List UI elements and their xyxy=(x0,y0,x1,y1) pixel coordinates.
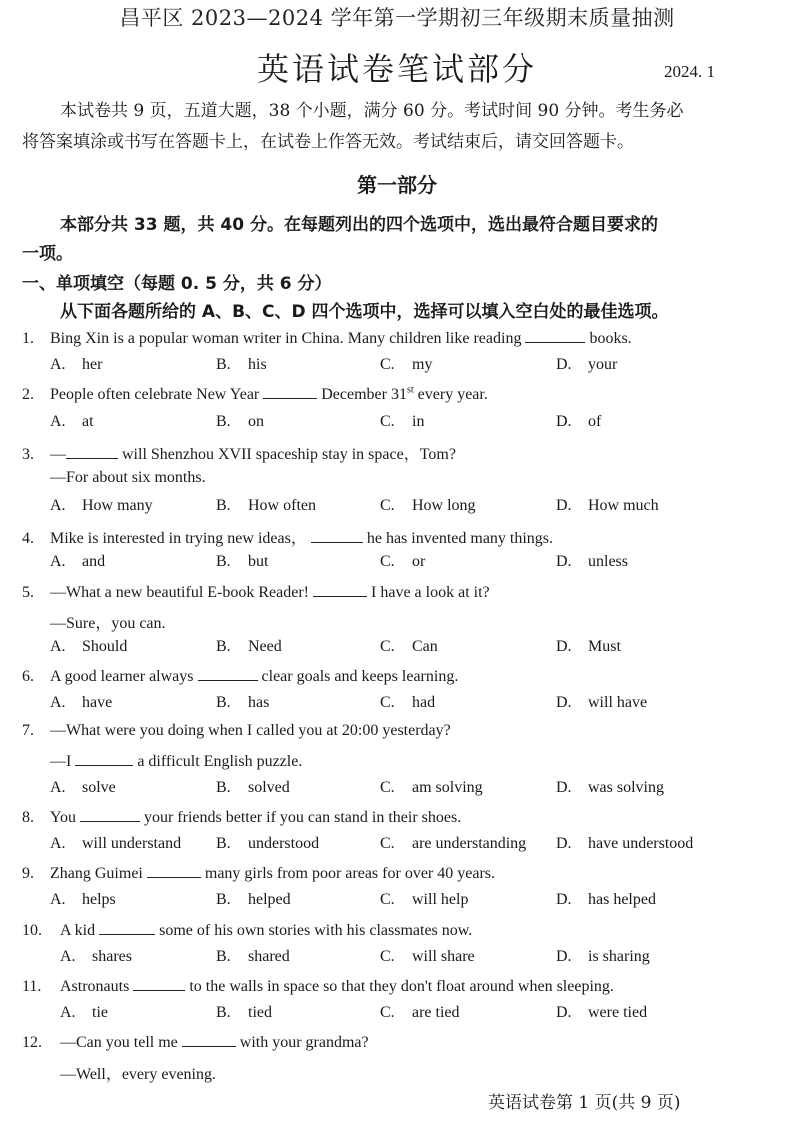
option-text: in xyxy=(412,413,425,430)
option-text: and xyxy=(82,553,106,570)
option-text: has xyxy=(248,694,270,711)
question-5: 5. —What a new beautiful E-book Reader! I have a look at it? xyxy=(22,584,490,601)
option-letter: C. xyxy=(380,694,395,711)
option-9-b xyxy=(216,891,291,909)
option-text: will help xyxy=(412,891,469,908)
option-text: has helped xyxy=(588,891,656,908)
option-letter: D. xyxy=(556,694,572,711)
option-4-c xyxy=(380,553,425,571)
option-letter: A. xyxy=(50,497,66,514)
intro-line-2: 将答案填涂或书写在答题卡上，在试卷上作答无效。考试结束后，请交回答题卡。 xyxy=(22,132,634,152)
option-letter: C. xyxy=(380,553,395,570)
question-3-reply: —For about six months. xyxy=(50,469,206,486)
option-9-c xyxy=(380,891,468,909)
option-letter: A. xyxy=(50,694,66,711)
option-3-d xyxy=(556,497,659,515)
option-text: was solving xyxy=(588,779,664,796)
option-text: am solving xyxy=(412,779,483,796)
option-5-b xyxy=(216,638,282,656)
exam-date: 2024. 1 xyxy=(664,62,715,81)
option-text: helped xyxy=(248,891,291,908)
option-text: will have xyxy=(588,694,648,711)
answer-blank xyxy=(147,863,201,878)
question-3: 3. — will Shenzhou XVII spaceship stay in space，Tom? xyxy=(22,446,456,463)
option-9-d xyxy=(556,891,656,909)
option-letter: C. xyxy=(380,356,395,373)
option-letter: B. xyxy=(216,891,231,908)
option-text: solved xyxy=(248,779,290,796)
question-7: 7. —What were you doing when I called you at 20:00 yesterday? xyxy=(22,722,451,739)
option-letter: D. xyxy=(556,891,572,908)
part-description-line-1: 本部分共 33 题，共 40 分。在每题列出的四个选项中，选出最符合题目要求的 xyxy=(60,215,658,235)
option-text: were tied xyxy=(588,1004,648,1021)
option-10-c xyxy=(380,948,475,966)
option-5-c xyxy=(380,638,438,656)
option-letter: C. xyxy=(380,835,395,852)
option-letter: A. xyxy=(60,1004,76,1021)
option-text: his xyxy=(248,356,267,373)
option-text: unless xyxy=(588,553,628,570)
question-2: 2. People often celebrate New Year December 31st every year. xyxy=(22,384,488,403)
option-letter: A. xyxy=(50,553,66,570)
option-letter: C. xyxy=(380,1004,395,1021)
option-5-a xyxy=(50,638,127,656)
option-letter: D. xyxy=(556,948,572,965)
option-10-a xyxy=(60,948,132,966)
part-description xyxy=(22,211,752,269)
option-1-a xyxy=(50,356,102,374)
option-text: have understood xyxy=(588,835,694,852)
answer-blank xyxy=(182,1032,236,1047)
option-letter: C. xyxy=(380,948,395,965)
option-text: tied xyxy=(248,1004,272,1021)
answer-blank xyxy=(133,976,185,991)
option-letter: B. xyxy=(216,694,231,711)
option-text: How long xyxy=(412,497,476,514)
option-11-d xyxy=(556,1004,647,1022)
option-text: of xyxy=(588,413,602,430)
option-2-b xyxy=(216,413,264,431)
option-letter: A. xyxy=(50,356,66,373)
question-10: 10. A kid some of his own stories with his classmates now. xyxy=(22,922,473,939)
question-1: 1. Bing Xin is a popular woman writer in China. Many children like reading books. xyxy=(22,330,632,347)
paper-title: 英语试卷笔试部分 xyxy=(256,50,537,88)
option-7-a xyxy=(50,779,116,797)
question-5-reply: —Sure，you can. xyxy=(50,615,166,632)
option-3-b xyxy=(216,497,316,515)
option-text: my xyxy=(412,356,433,373)
exam-header-line: 昌平区 2023—2024 学年第一学期初三年级期末质量抽测 xyxy=(119,6,675,30)
option-letter: D. xyxy=(556,835,572,852)
option-1-d xyxy=(556,356,617,374)
option-9-a xyxy=(50,891,116,909)
answer-blank xyxy=(75,751,133,766)
question-4: 4. Mike is interested in trying new ideas， he has invented many things. xyxy=(22,530,554,547)
question-12-reply: —Well，every evening. xyxy=(60,1066,216,1083)
option-text: or xyxy=(412,553,426,570)
option-text: will understand xyxy=(82,835,182,852)
option-letter: B. xyxy=(216,948,231,965)
option-11-c xyxy=(380,1004,460,1022)
option-text: will share xyxy=(412,948,475,965)
option-letter: B. xyxy=(216,835,231,852)
option-text: How many xyxy=(82,497,153,514)
option-text: Can xyxy=(412,638,438,655)
option-letter: A. xyxy=(50,413,66,430)
answer-blank xyxy=(313,582,367,597)
option-letter: A. xyxy=(50,835,66,852)
option-1-b xyxy=(216,356,267,374)
option-letter: C. xyxy=(380,413,395,430)
option-text: understood xyxy=(248,835,320,852)
option-5-d xyxy=(556,638,621,656)
option-text: Should xyxy=(82,638,128,655)
option-letter: C. xyxy=(380,638,395,655)
answer-blank xyxy=(80,807,140,822)
option-10-d xyxy=(556,948,650,966)
option-4-a xyxy=(50,553,105,571)
option-letter: D. xyxy=(556,413,572,430)
option-7-b xyxy=(216,779,290,797)
option-8-b xyxy=(216,835,319,853)
option-4-d xyxy=(556,553,628,571)
option-letter: C. xyxy=(380,891,395,908)
option-text: had xyxy=(412,694,436,711)
option-letter: C. xyxy=(380,779,395,796)
option-8-d xyxy=(556,835,693,853)
option-1-c xyxy=(380,356,432,374)
option-letter: A. xyxy=(50,891,66,908)
option-letter: D. xyxy=(556,497,572,514)
option-text: are tied xyxy=(412,1004,460,1021)
option-text: is sharing xyxy=(588,948,650,965)
question-7-reply: —I a difficult English puzzle. xyxy=(50,753,303,770)
option-3-c xyxy=(380,497,476,515)
option-letter: D. xyxy=(556,638,572,655)
question-12: 12. —Can you tell me with your grandma? xyxy=(22,1034,369,1051)
intro-line-1: 本试卷共 9 页，五道大题，38 个小题，满分 60 分。考试时间 90 分钟。考生务必 xyxy=(60,101,684,121)
option-8-c xyxy=(380,835,526,853)
option-letter: A. xyxy=(50,638,66,655)
option-text: are understanding xyxy=(412,835,527,852)
option-6-c xyxy=(380,694,435,712)
option-text: solve xyxy=(82,779,116,796)
option-8-a xyxy=(50,835,181,853)
option-10-b xyxy=(216,948,290,966)
option-text: have xyxy=(82,694,113,711)
option-text: helps xyxy=(82,891,116,908)
section-instruction: 从下面各题所给的 A、B、C、D 四个选项中，选择可以填入空白处的最佳选项。 xyxy=(60,302,669,322)
option-text: your xyxy=(588,356,618,373)
answer-blank xyxy=(263,384,317,399)
answer-blank xyxy=(198,666,258,681)
option-text: shares xyxy=(92,948,132,965)
option-letter: B. xyxy=(216,553,231,570)
option-11-b xyxy=(216,1004,272,1022)
part-description-line-2: 一项。 xyxy=(22,244,73,264)
option-4-b xyxy=(216,553,268,571)
option-7-c xyxy=(380,779,483,797)
option-letter: B. xyxy=(216,497,231,514)
option-letter: D. xyxy=(556,553,572,570)
option-letter: B. xyxy=(216,638,231,655)
option-letter: C. xyxy=(380,497,395,514)
question-8: 8. You your friends better if you can stand in their shoes. xyxy=(22,809,462,826)
option-text: Must xyxy=(588,638,621,655)
question-11: 11. Astronauts to the walls in space so that they don't float around when sleeping. xyxy=(22,978,614,995)
question-9: 9. Zhang Guimei many girls from poor areas for over 40 years. xyxy=(22,865,495,882)
option-letter: A. xyxy=(50,779,66,796)
option-letter: B. xyxy=(216,413,231,430)
option-6-b xyxy=(216,694,269,712)
option-2-c xyxy=(380,413,424,431)
option-text: How much xyxy=(588,497,659,514)
option-11-a xyxy=(60,1004,108,1022)
option-letter: D. xyxy=(556,1004,572,1021)
option-2-d xyxy=(556,413,601,431)
option-letter: A. xyxy=(60,948,76,965)
option-letter: B. xyxy=(216,356,231,373)
option-text: How often xyxy=(248,497,316,514)
option-text: but xyxy=(248,553,269,570)
answer-blank xyxy=(99,920,155,935)
answer-blank xyxy=(525,328,585,343)
option-letter: D. xyxy=(556,779,572,796)
answer-blank xyxy=(311,528,363,543)
option-letter: B. xyxy=(216,1004,231,1021)
option-text: Need xyxy=(248,638,282,655)
option-text: tie xyxy=(92,1004,108,1021)
page-footer: 英语试卷第 1 页(共 9 页) xyxy=(488,1093,681,1113)
option-text: on xyxy=(248,413,264,430)
part-title: 第一部分 xyxy=(357,173,437,197)
option-text: at xyxy=(82,413,94,430)
option-6-d xyxy=(556,694,647,712)
option-letter: B. xyxy=(216,779,231,796)
option-text: her xyxy=(82,356,103,373)
option-2-a xyxy=(50,413,94,431)
question-6: 6. A good learner always clear goals and keeps learning. xyxy=(22,668,459,685)
option-6-a xyxy=(50,694,112,712)
answer-blank xyxy=(66,444,118,459)
option-text: shared xyxy=(248,948,290,965)
option-3-a xyxy=(50,497,153,515)
option-7-d xyxy=(556,779,664,797)
section-title: 一、单项填空（每题 0. 5 分，共 6 分） xyxy=(22,274,332,294)
option-letter: D. xyxy=(556,356,572,373)
